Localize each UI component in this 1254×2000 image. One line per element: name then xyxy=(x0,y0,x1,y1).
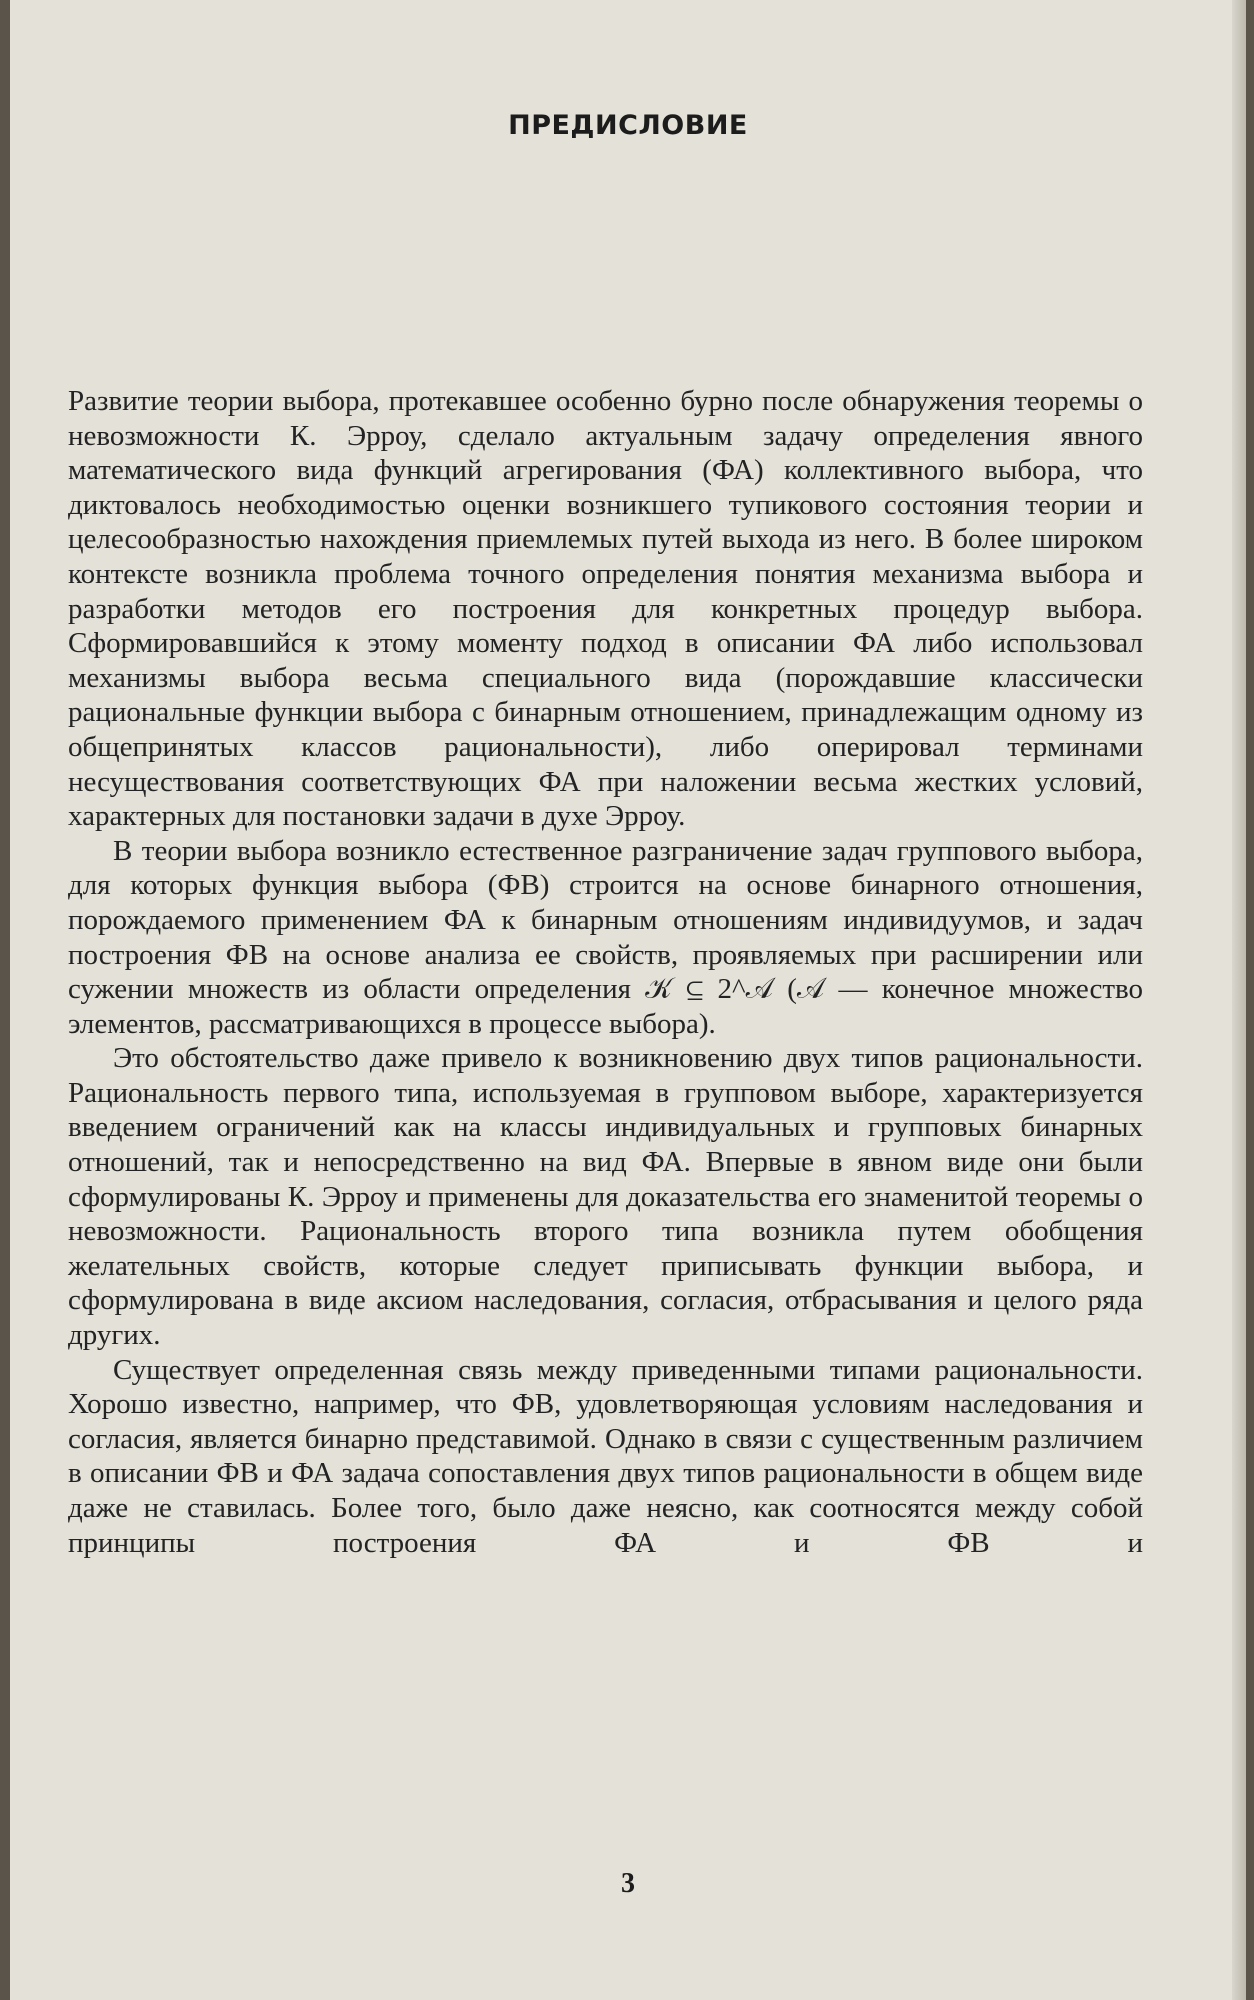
page-edge xyxy=(1232,0,1246,2000)
page-heading: ПРЕДИСЛОВИЕ xyxy=(508,110,748,141)
book-page xyxy=(10,0,1246,2000)
page-number: 3 xyxy=(621,1868,635,1899)
paragraph-2: В теории выбора возникло естественное разграничение задач группового выбора, для которых функция выбора (ФВ) строится на основе бинарного отношения, порождаемого применением ФА к бинарным отношениям индивидуумов, и задач построения ФВ на основе анализа ее свойств, проявляемых при расширении или сужении множеств из области определения 𝒦 ⊆ 2^𝒜 (𝒜 — конечное множество элементов, рассматривающихся в процессе выбора). xyxy=(68,834,1143,1040)
paragraph-1: Развитие теории выбора, протекавшее особенно бурно после обнаружения теоремы о невозможности К. Эрроу, сделало актуальным задачу определения явного математического вида функций агрегирования (ФА) коллективного выбора, что диктовалось необходимостью оценки возникшего тупикового состояния теории и целесообразностью нахождения приемлемых путей выхода из него. В более широком контексте возникла проблема точного определения понятия механизма выбора и разработки методов его построения для конкретных процедур выбора. Сформировавшийся к этому моменту подход в описании ФА либо использовал механизмы выбора весьма специального вида (порождавшие классически рациональные функции выбора с бинарным отношением, принадлежащим одному из общепринятых классов рациональности), либо оперировал терминами несуществования соответствующих ФА при наложении весьма жестких условий, характерных для постановки задачи в духе Эрроу. xyxy=(68,385,1143,833)
paragraph-3: Это обстоятельство даже привело к возникновению двух типов рациональности. Рациональность первого типа, используемая в групповом выборе, характеризуется введением ограничений как на классы индивидуальных и групповых бинарных отношений, так и непосредственно на вид ФА. Впервые в явном виде они были сформулированы К. Эрроу и применены для доказательства его знаменитой теоремы о невозможности. Рациональность второго типа возникла путем обобщения желательных свойств, которые следует приписывать функции выбора, и сформулирована в виде аксиом наследования, согласия, отбрасывания и целого ряда других. xyxy=(68,1042,1143,1352)
paragraph-4: Существует определенная связь между приведенными типами рациональности. Хорошо известно, например, что ФВ, удовлетворяющая условиям наследования и согласия, является бинарно представимой. Однако в связи с существенным различием в описании ФВ и ФА задача сопоставления двух типов рациональности в общем виде даже не ставилась. Более того, было даже неясно, как соотносятся между собой принципы построения ФА и ФВ и xyxy=(68,1353,1143,1559)
body-text xyxy=(68,384,1143,1560)
